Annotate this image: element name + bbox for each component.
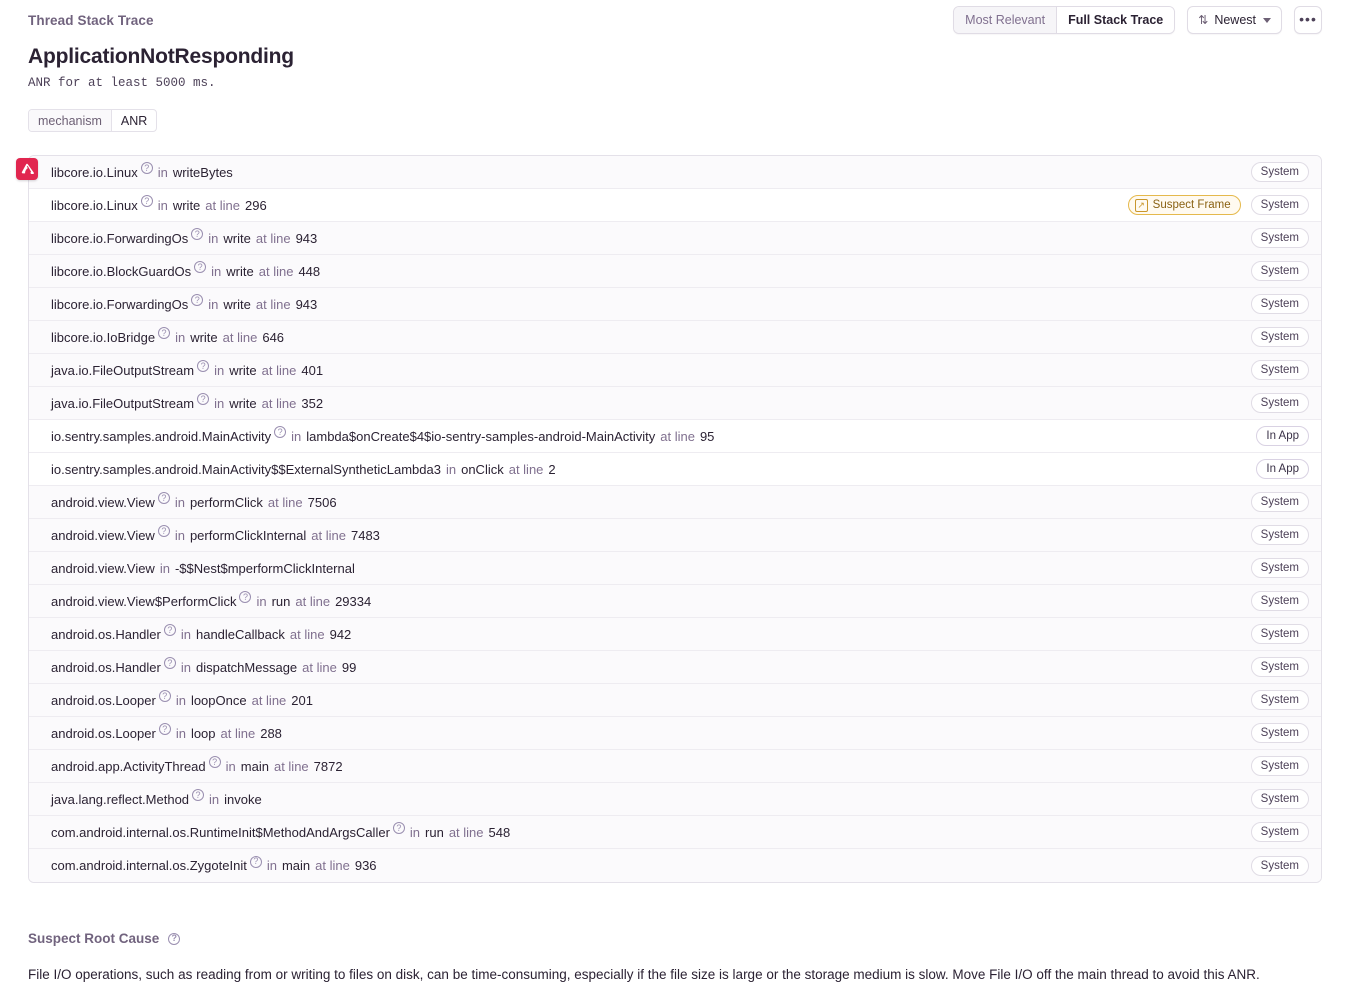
frame-in-label: in [208,230,219,246]
frame-line-number: 548 [488,824,511,840]
status-badge: System [1251,624,1309,644]
suspect-root-cause-label: Suspect Root Cause [28,931,160,946]
table-row[interactable] [29,585,1321,618]
frame-line-number: 296 [245,197,267,213]
section-title: Thread Stack Trace [28,12,154,28]
frame-function: loop [190,725,216,741]
help-circle-icon[interactable]: ? [239,591,251,603]
table-row[interactable] [29,486,1321,519]
frame-module: android.app.ActivityThread [51,758,206,774]
frame-function: write [229,395,257,411]
table-row[interactable] [29,816,1321,849]
frame-in-label: in [159,560,170,576]
tag-key: mechanism [29,110,111,131]
frame-at-line-label: at line [261,395,297,411]
frame-function: write [229,362,257,378]
status-badge: System [1251,789,1309,809]
status-badge: System [1251,393,1309,413]
status-badge: System [1251,162,1309,182]
frame-in-label: in [209,791,220,807]
suspect-root-cause-body: File I/O operations, such as reading from or writing to files on disk, can be time-consuming, especially if the file size is large or the storage medium is slow. Move File I/O off the main thread to avoid this ANR. [28,967,1260,982]
sort-button[interactable] [1187,6,1282,34]
table-row[interactable] [29,354,1321,387]
frame-module: android.os.Looper [51,692,156,708]
frame-function: invoke [224,791,262,807]
frame-in-label: in [266,858,277,873]
table-row[interactable] [29,519,1321,552]
frame-in-label: in [445,461,457,477]
status-badge: System [1251,228,1309,248]
table-row[interactable] [29,717,1321,750]
help-circle-icon[interactable]: ? [209,756,221,768]
frame-function: lambda$onCreate$4$io-sentry-samples-android-MainActivity [306,428,656,444]
frame-in-label: in [174,494,185,510]
help-circle-icon[interactable]: ? [197,393,209,405]
frame-in-label: in [174,527,185,543]
frame-function: write [190,329,218,345]
frame-module: com.android.internal.os.ZygoteInit [51,858,247,873]
frame-in-label: in [175,329,186,345]
tag-value: ANR [111,110,156,131]
table-row[interactable] [29,156,1321,189]
frame-function: -$$Nest$mperformClickInternal [174,560,355,576]
frame-in-label: in [157,197,168,213]
frame-module: android.view.View$PerformClick [51,593,237,609]
frame-function: handleCallback [195,626,285,642]
stack-trace-header [28,0,1322,36]
frame-module: com.android.internal.os.RuntimeInit$MethodAndArgsCaller [51,824,390,840]
table-row[interactable] [29,684,1321,717]
table-row[interactable] [29,288,1321,321]
frame-line-number: 646 [262,329,285,345]
help-circle-icon[interactable]: ? [164,657,176,669]
error-platform-icon [16,158,38,180]
table-row[interactable] [29,849,1321,882]
frame-line-number: 942 [329,626,352,642]
help-circle-icon[interactable]: ? [158,492,170,504]
table-row[interactable] [29,321,1321,354]
frame-at-line-label: at line [302,659,337,675]
frame-in-label: in [256,593,267,609]
stack-frame-list [28,155,1322,883]
frame-module: android.os.Handler [51,659,161,675]
table-row[interactable] [29,387,1321,420]
help-circle-icon[interactable]: ? [250,856,262,868]
status-badge: System [1251,294,1309,314]
frame-module: libcore.io.Linux [51,164,138,180]
overflow-menu-button[interactable] [1294,6,1322,34]
error-subtitle: ANR for at least 5000 ms. [28,76,216,90]
frame-line-number: 2 [548,461,556,477]
frame-module: java.io.FileOutputStream [51,362,195,378]
frame-at-line-label: at line [205,197,240,213]
frame-module: libcore.io.ForwardingOs [51,230,189,246]
status-badge: System [1251,261,1309,281]
frame-line-number: 401 [301,362,324,378]
frame-in-label: in [409,824,421,840]
help-circle-icon[interactable]: ? [141,162,153,174]
frame-line-number: 943 [295,296,318,312]
tag-list [28,109,1322,132]
frame-line-number: 95 [699,428,715,444]
frame-function: write [223,296,251,312]
tab-most-relevant[interactable]: Most Relevant [954,7,1056,33]
frame-in-label: in [214,362,225,378]
help-circle-icon[interactable]: ? [192,789,204,801]
status-badge: System [1251,690,1309,710]
frame-at-line-label: at line [255,296,291,312]
frame-in-label: in [214,395,225,411]
frame-function: performClickInternal [189,527,307,543]
help-circle-icon[interactable]: ? [158,327,170,339]
frame-line-number: 29334 [335,593,372,609]
frame-line-number: 99 [341,659,357,675]
frame-at-line-label: at line [255,230,291,246]
table-row[interactable] [29,189,1321,222]
help-circle-icon[interactable]: ? [274,426,286,438]
status-badge: System [1251,525,1309,545]
frame-at-line-label: at line [508,461,544,477]
frame-function: writeBytes [172,164,233,180]
table-row[interactable] [29,255,1321,288]
status-badge: System [1251,822,1309,842]
frame-at-line-label: at line [258,263,294,279]
frame-line-number: 448 [298,263,321,279]
frame-at-line-label: at line [289,626,325,642]
status-badge: System [1251,591,1309,611]
table-row[interactable] [29,750,1321,783]
frame-module: java.io.FileOutputStream [51,395,195,411]
page-title: ApplicationNotResponding [28,45,294,68]
help-circle-icon[interactable]: ? [158,525,170,537]
frame-at-line-label: at line [311,527,346,543]
status-badge: In App [1256,459,1309,479]
status-badge: System [1251,657,1309,677]
frame-module: android.view.View [51,560,155,576]
frame-in-label: in [180,659,191,675]
frame-at-line-label: at line [660,428,695,444]
frame-at-line-label: at line [261,362,297,378]
sort-icon: ⇅ [1198,13,1209,27]
suspect-frame-icon: ↗ [1135,199,1148,212]
frame-at-line-label: at line [273,758,309,774]
help-circle-icon[interactable]: ? [393,822,405,834]
frame-line-number: 936 [354,858,377,873]
frame-module: android.view.View [51,527,155,543]
frame-function: main [240,758,269,774]
frame-line-number: 943 [295,230,318,246]
suspect-root-cause-heading [28,931,1322,946]
table-row[interactable] [29,651,1321,684]
frame-function: onClick [461,461,504,477]
frame-function: run [271,593,291,609]
status-badge: System [1251,558,1309,578]
tag-mechanism[interactable] [28,109,157,132]
status-badge: System [1251,327,1309,347]
frame-at-line-label: at line [251,692,287,708]
frame-in-label: in [175,725,186,741]
frame-function: loopOnce [190,692,247,708]
stack-trace-container [28,155,1322,883]
frame-at-line-label: at line [448,824,484,840]
sort-label: Newest [1214,13,1256,27]
status-badge: System [1251,856,1309,876]
help-circle-icon[interactable]: ? [194,261,206,273]
frame-line-number: 352 [301,395,324,411]
frame-module: libcore.io.BlockGuardOs [51,263,192,279]
stack-trace-view-toggle[interactable] [953,6,1175,34]
frame-function: write [226,263,254,279]
frame-function: write [172,197,201,213]
frame-in-label: in [225,758,236,774]
frame-at-line-label: at line [220,725,256,741]
suspect-frame-badge [1128,195,1241,215]
status-badge: System [1251,723,1309,743]
ellipsis-icon: ••• [1299,10,1317,27]
status-badge: System [1251,756,1309,776]
frame-in-label: in [291,428,302,444]
suspect-frame-label: Suspect Frame [1152,199,1231,211]
frame-at-line-label: at line [295,593,331,609]
frame-at-line-label: at line [222,329,258,345]
table-row[interactable] [29,783,1321,816]
help-circle-icon[interactable]: ? [141,195,153,207]
frame-module: io.sentry.samples.android.MainActivity [51,428,272,444]
table-row[interactable] [29,552,1321,585]
table-row[interactable] [29,618,1321,651]
frame-module: android.view.View [51,494,155,510]
table-row[interactable] [29,222,1321,255]
frame-in-label: in [157,164,168,180]
frame-function: dispatchMessage [195,659,298,675]
tab-full-stack-trace[interactable]: Full Stack Trace [1056,7,1174,33]
frame-line-number: 201 [291,692,313,708]
help-circle-icon[interactable]: ? [168,933,180,945]
frame-function: write [223,230,251,246]
frame-module: libcore.io.ForwardingOs [51,296,189,312]
status-badge: In App [1256,426,1309,446]
frame-module: java.lang.reflect.Method [51,791,190,807]
frame-in-label: in [208,296,219,312]
frame-line-number: 7483 [350,527,380,543]
frame-module: io.sentry.samples.android.MainActivity$$ExternalSyntheticLambda3 [51,461,441,477]
frame-line-number: 7872 [313,758,343,774]
help-circle-icon[interactable]: ? [159,723,171,735]
frame-at-line-label: at line [267,494,303,510]
frame-line-number: 7506 [307,494,337,510]
frame-function: run [425,824,444,840]
help-circle-icon[interactable]: ? [159,690,171,702]
frame-module: android.os.Looper [51,725,156,741]
status-badge: System [1251,360,1309,380]
header-controls [953,6,1322,34]
help-circle-icon[interactable]: ? [197,360,209,372]
frame-line-number: 288 [260,725,282,741]
frame-module: libcore.io.Linux [51,197,138,213]
frame-in-label: in [180,626,191,642]
frame-at-line-label: at line [315,858,350,873]
chevron-down-icon [1263,18,1271,23]
frame-in-label: in [175,692,186,708]
status-badge: System [1251,492,1309,512]
status-badge: System [1251,195,1309,215]
help-circle-icon[interactable]: ? [191,294,203,306]
frame-module: libcore.io.IoBridge [51,329,156,345]
table-row[interactable] [29,420,1321,453]
frame-module: android.os.Handler [51,626,161,642]
frame-in-label: in [211,263,222,279]
table-row[interactable] [29,453,1321,486]
frame-function: main [281,858,311,873]
help-circle-icon[interactable]: ? [191,228,203,240]
frame-function: performClick [189,494,263,510]
help-circle-icon[interactable]: ? [164,624,176,636]
